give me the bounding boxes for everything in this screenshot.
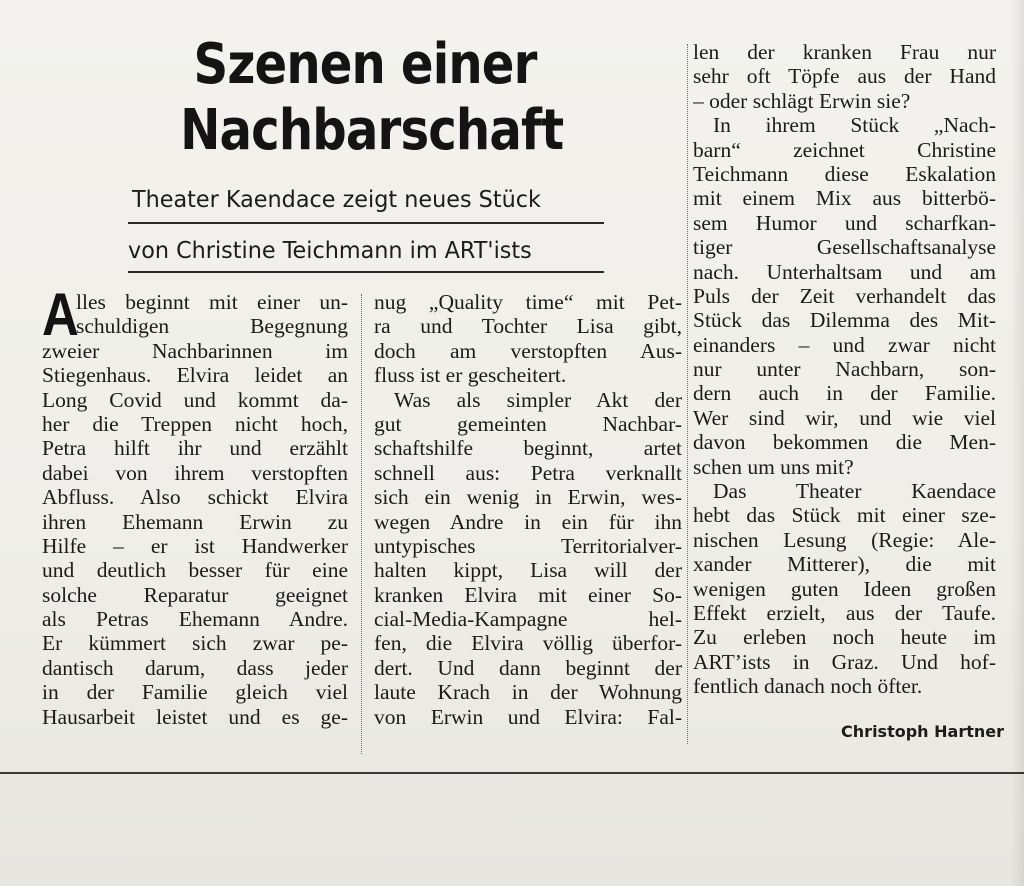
column-2-line: fen, die Elvira völlig überfor- [374, 631, 682, 656]
author-byline: Christoph Hartner [841, 722, 1004, 741]
column-3-line: ART’ists in Graz. Und hof- [693, 649, 996, 674]
column-1-line: Abfluss. Also schickt Elvira [42, 485, 348, 510]
column-3-line: einanders – und zwar nicht [693, 332, 996, 357]
subheadline-rule-top [128, 222, 604, 224]
column-1-line: in der Familie gleich viel [42, 680, 348, 705]
column-3-line: nur unter Nachbarn, son- [693, 357, 996, 382]
article-column-3 [693, 40, 996, 699]
column-2-line: nug „Quality time“ mit Pet- [374, 290, 682, 314]
subheadline-rule-bottom [128, 271, 604, 273]
column-1-line: Long Covid und kommt da- [42, 387, 348, 412]
column-1-line: zweier Nachbarinnen im [42, 338, 348, 363]
drop-cap: A [42, 281, 79, 348]
headline-line-1: Szenen einer [193, 32, 537, 97]
column-3-line: wenigen guten Ideen großen [693, 576, 996, 601]
column-2-line: Was als simpler Akt der [394, 387, 682, 412]
column-2-line: ra und Tochter Lisa gibt, [374, 314, 682, 339]
column-1-line: Er kümmert sich zwar pe- [42, 631, 348, 656]
subheadline-line-1: Theater Kaendace zeigt neues Stück [132, 187, 541, 213]
column-2-line: kranken Elvira mit einer So- [374, 582, 682, 607]
column-3-line: davon bekommen die Men- [693, 430, 996, 455]
column-2-line: von Erwin und Elvira: Fal- [374, 704, 682, 729]
article-column-1 [42, 281, 348, 729]
column-2-line: halten kippt, Lisa will der [374, 558, 682, 583]
page-bottom-rule [0, 772, 1024, 774]
column-3-line: xander Mitterer), die mit [693, 552, 996, 577]
column-2-line: sich ein wenig in Erwin, wes- [374, 485, 682, 510]
article-column-2 [374, 290, 682, 729]
column-1-line: her die Treppen nicht hoch, [42, 411, 348, 436]
column-1-line: solche Reparatur geeignet [42, 582, 348, 607]
column-3-line: fentlich danach noch öfter. [693, 674, 923, 699]
column-3-line: schen um uns mit? [693, 454, 854, 479]
column-1-line: Petra hilft ihr und erzählt [42, 436, 348, 461]
column-3-line: Teichmann diese Eskalation [693, 161, 996, 186]
column-2-line: fluss ist er gescheitert. [374, 363, 567, 388]
headline-line-2: Nachbarschaft [180, 98, 564, 163]
column-3-line: Effekt erzielt, aus der Taufe. [693, 600, 996, 625]
column-3-line: tiger Gesellschaftsanalyse [693, 235, 996, 260]
column-2-line: schnell aus: Petra verknallt [374, 460, 682, 485]
column-2-line: untypisches Territorialver- [374, 533, 682, 558]
column-3-line: – oder schlägt Erwin sie? [693, 88, 911, 113]
column-3-line: len der kranken Frau nur [693, 40, 996, 64]
column-1-line: ihren Ehemann Erwin zu [42, 509, 348, 534]
column-3-line: In ihrem Stück „Nach- [713, 113, 996, 138]
column-3-line: Das Theater Kaendace [713, 479, 996, 504]
column-2-line: schaftshilfe beginnt, artet [374, 436, 682, 461]
column-3-line: barn“ zeichnet Christine [693, 137, 996, 162]
column-2-line: gut gemeinten Nachbar- [374, 411, 682, 436]
column-1-line: Hausarbeit leistet und es ge- [42, 704, 348, 729]
scan-edge-shadow [1010, 0, 1024, 886]
column-1-line: Stiegenhaus. Elvira leidet an [42, 363, 348, 388]
column-2-line: doch am verstopften Aus- [374, 338, 682, 363]
column-2-line: laute Krach in der Wohnung [374, 680, 682, 705]
column-3-line: Wer sind wir, und wie viel [693, 405, 996, 430]
column-3-line: sem Humor und scharfkan- [693, 210, 996, 235]
column-1-line: als Petras Ehemann Andre. [42, 607, 348, 632]
column-3-line: dern auch in der Familie. [693, 381, 996, 406]
column-1-line: und deutlich besser für eine [42, 558, 348, 583]
column-1-line: Hilfe – er ist Handwerker [42, 533, 348, 558]
column-1-line: lles beginnt mit einer un- [76, 290, 348, 314]
column-3-line: nischen Lesung (Regie: Ale- [693, 527, 996, 552]
column-3-line: hebt das Stück mit einer sze- [693, 503, 996, 528]
subheadline-line-2: von Christine Teichmann im ART'ists [128, 238, 532, 264]
column-3-line: nach. Unterhaltsam und am [693, 259, 996, 284]
column-2-line: dert. Und dann beginnt der [374, 655, 682, 680]
column-3-line: Zu erleben noch heute im [693, 625, 996, 650]
column-1-line: dabei von ihrem verstopften [42, 460, 348, 485]
column-1-line: dantisch darum, dass jeder [42, 655, 348, 680]
column-3-line: sehr oft Töpfe aus der Hand [693, 64, 996, 89]
column-divider-2 [687, 44, 688, 744]
column-divider-1 [361, 294, 362, 754]
column-3-line: mit einem Mix aus bitterbö- [693, 186, 996, 211]
column-3-line: Stück das Dilemma des Mit- [693, 308, 996, 333]
column-1-line: schuldigen Begegnung [76, 314, 348, 339]
column-2-line: wegen Andre in ein für ihn [374, 509, 682, 534]
column-3-line: Puls der Zeit verhandelt das [693, 283, 996, 308]
column-2-line: cial-Media-Kampagne hel- [374, 607, 682, 632]
